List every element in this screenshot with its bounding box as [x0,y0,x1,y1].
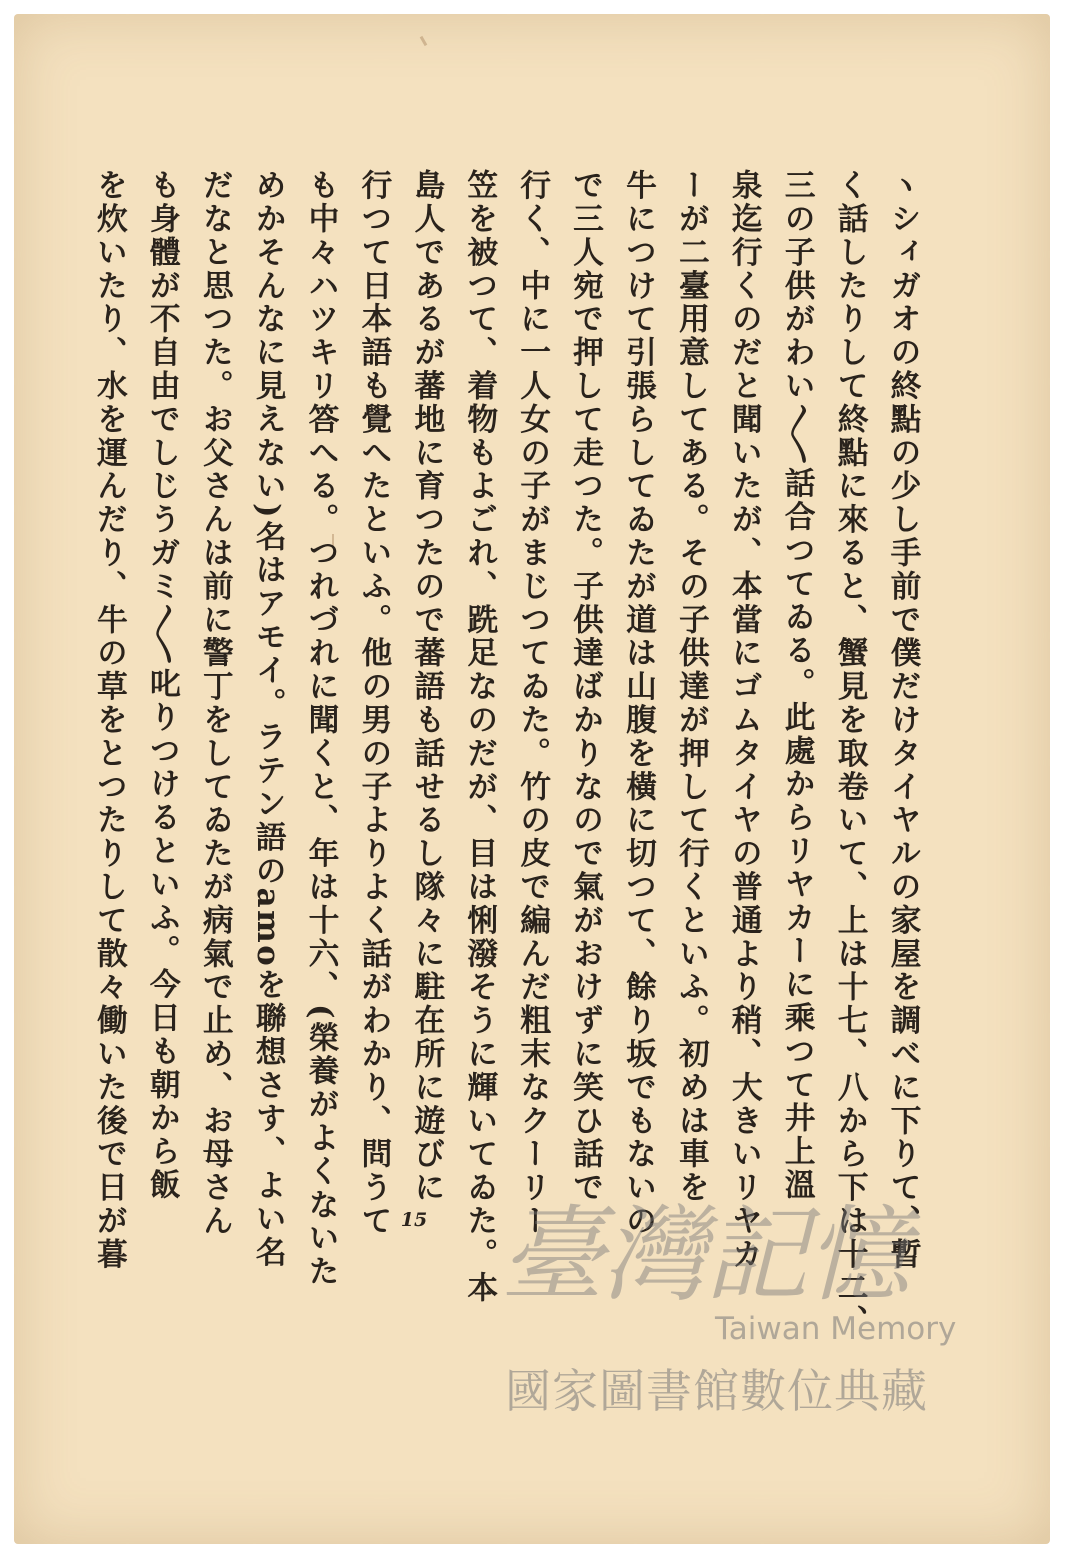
watermark-logo: 臺灣記憶 [500,1194,909,1316]
text-line: 泉迄行くのだと聞いたが、本當にゴムタイヤの普通より稍、大きいリヤカ [726,169,763,1272]
text-line: で三人宛で押して走つた。子供達ばかりなので氣がおけずに笑ひ話で [567,169,604,1205]
text-line: 笠を被つて、着物もよごれ、跣足なのだが、目は悧潑そうに輝いてゐた。本 [461,169,498,1305]
ink-mark [420,36,428,46]
text-line: 行く、中に一人女の子がまじつてゐた。竹の皮で編んだ粗末なクーリー [514,169,551,1238]
text-line: を炊いたり、水を運んだり、牛の草をとつたりして散々働いた後で日が暮 [91,169,128,1272]
watermark-organization: 國家圖書館數位典藏 [505,1364,928,1418]
text-line: ヽシィガオの終點の少し手前で僕だけタイヤルの家屋を調べに下りて、暫 [885,169,921,1272]
text-line: も身體が不自由でしじうガミ〳〵叱りつけるといふ。今日も朝から飯 [144,169,181,1202]
page-number: 15 [400,1209,428,1231]
watermark [485,1195,1005,1455]
text-line: めかそんなに見えない)名はアモイ。ラテン語のamoを聯想さす、よい名 [250,169,287,1270]
text-line: く話したりして終點に來ると、蟹見を取卷いて、上は十七、八から下は十二、 [832,169,869,1338]
text-line: 島人であるが蕃地に育つたので蕃語も話せるし隊々に駐在所に遊びに [408,169,445,1205]
text-line: 三の子供がわい〳〵話合つてゐる。此處からリヤカーに乘つて井上溫 [779,169,816,1202]
text-line: ーが二臺用意してある。その子供達が押して行くといふ。初めは車を [673,169,710,1205]
text-line: だなと思つた。お父さんは前に警丁をしてゐたが病氣で止め、お母さん [197,169,234,1238]
text-line: 行つて日本語も覺へたといふ。他の男の子よりよく話がわかり、問うて [355,169,392,1238]
watermark-subtitle: Taiwan Memory [715,1311,957,1347]
text-line: 牛につけて引張らしてゐたが道は山腹を橫に切つて、餘り坂でもないの [620,169,657,1238]
text-line: も中々ハツキリ答へる。つれづれに聞くと、年は十六、(榮養がよくないた [303,169,340,1289]
